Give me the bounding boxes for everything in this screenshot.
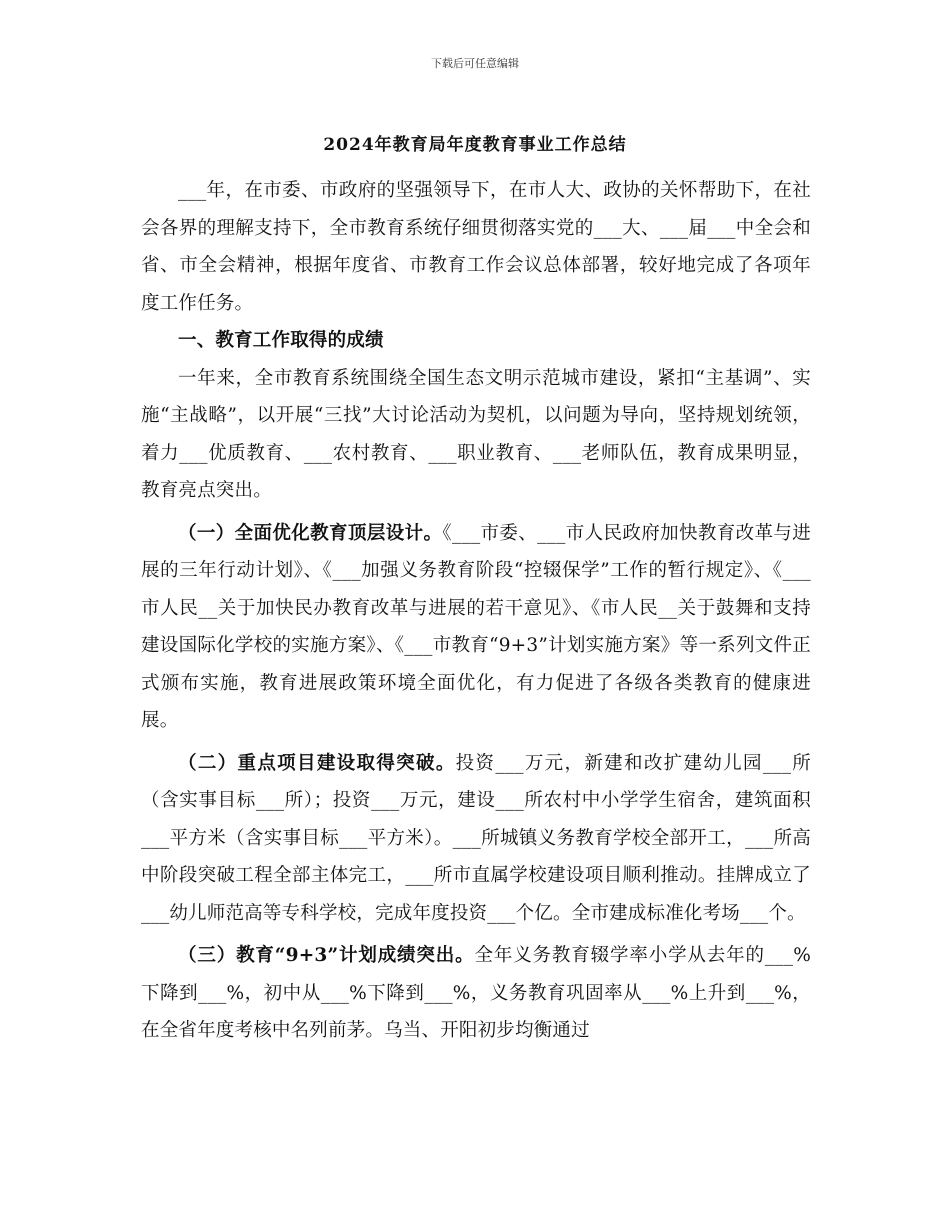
item-paragraph-3	[141, 937, 811, 1050]
item-text-2: 投资___万元，新建和改扩建幼儿园___所（含实事目标___所）；投资___万元，建设___所农村中小学学生宿舍，建筑面积___平方米（含实事目标___平方米）。___所城镇义务教育学校全部开工，___所高中阶段突破工程全部主体完工，___所市直属学校建设项目顺利推动。挂牌成立了___幼儿师范高等专科学校，完成年度投资___个亿。全市建成标准化考场___个。	[141, 752, 811, 924]
item-lead-3: （三）教育“9+3”计划成绩突出。	[178, 945, 475, 966]
section-heading: 一、教育工作取得的成绩	[178, 330, 384, 351]
section-intro-paragraph: 一年来，全市教育系统围绕全国生态文明示范城市建设，紧扣“主基调”、实施“主战略”，以开展“三找”大讨论活动为契机，以问题为导向，坚持规划统领，着力___优质教育、___农村教育、___职业教育、___老师队伍，教育成果明显，教育亮点突出。	[141, 367, 811, 501]
item-paragraph-1	[141, 515, 811, 740]
document-title: 2024年教育局年度教育事业工作总结	[323, 135, 627, 155]
item-lead-2: （二）重点项目建设取得突破。	[178, 752, 456, 774]
item-lead-1: （一）全面优化教育顶层设计。	[178, 522, 443, 544]
document-body	[141, 172, 811, 1050]
item-paragraph-2	[141, 745, 811, 933]
item-text-3: 全年义务教育辍学率小学从去年的___%下降到___%，初中从___%下降到___%，义务教育巩固率从___%上升到___%，在全省年度考核中名列前茅。乌当、开阳初步均衡通过	[141, 945, 811, 1041]
page-header-note: 下载后可任意编辑	[431, 57, 519, 70]
intro-paragraph: ___年，在市委、市政府的坚强领导下，在市人大、政协的关怀帮助下，在社会各界的理解支持下，全市教育系统仔细贯彻落实党的___大、___届___中全会和省、市全会精神，根据年度省、市教育工作会议总体部署，较好地完成了各项年度工作任务。	[141, 180, 811, 314]
item-text-1: 《___市委、___市人民政府加快教育改革与进展的三年行动计划》、《___加强义务教育阶段“控辍保学”工作的暂行规定》、《___市人民__关于加快民办教育改革与进展的若干意见》、《市人民__关于鼓舞和支持建设国际化学校的实施方案》、《___市教育“9+3”计划实施方案》等一系列文件正式颁布实施，教育进展政策环境全面优化，有力促进了各级各类教育的健康进展。	[141, 522, 811, 731]
